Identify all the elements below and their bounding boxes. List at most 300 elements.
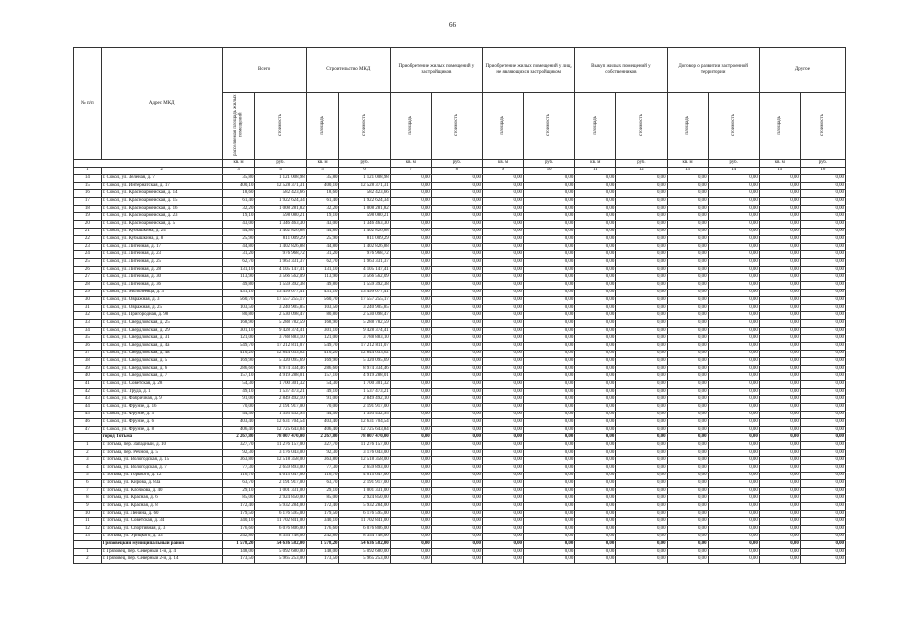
zero-value: 0,00 (524, 213, 575, 221)
zero-value: 0,00 (483, 220, 524, 228)
table-row (74, 373, 846, 381)
row-address: г. Сокол, ул. Литейная, д. 23 (101, 251, 222, 259)
row-address: г. Сокол, ул. Красноармейская, д. 15 (101, 198, 222, 206)
zero-value: 0,00 (524, 236, 575, 244)
zero-value: 0,00 (616, 403, 667, 411)
zero-value: 0,00 (759, 373, 800, 381)
zero-value: 0,00 (524, 175, 575, 183)
construction-cost: 2 191 917,00 (339, 403, 390, 411)
zero-value: 0,00 (759, 320, 800, 328)
zero-value: 0,00 (708, 388, 759, 396)
zero-value: 0,00 (759, 297, 800, 305)
row-number: 47 (74, 426, 102, 434)
header-group-construction: Строительство МКД (306, 48, 390, 93)
table-row (74, 190, 846, 198)
zero-value: 0,00 (390, 312, 431, 320)
total-cost: 5 288 782,59 (255, 320, 306, 328)
zero-value: 0,00 (667, 358, 708, 366)
total-area: 35,80 (222, 175, 255, 183)
zero-value: 0,00 (431, 449, 482, 457)
header-sub-area: площадь (390, 93, 431, 160)
header-group-total: Всего (222, 48, 306, 93)
table-row (74, 274, 846, 282)
zero-value: 0,00 (390, 442, 431, 450)
zero-value: 0,00 (800, 403, 845, 411)
row-address: г. Сокол, ул. Свердловская, д. 4в (101, 350, 222, 358)
zero-value: 0,00 (759, 259, 800, 267)
total-cost: 12 725 643,84 (255, 426, 306, 434)
construction-cost: 1 001 331,00 (339, 487, 390, 495)
row-number: 45 (74, 411, 102, 419)
zero-value: 0,00 (575, 205, 616, 213)
table-row (74, 205, 846, 213)
zero-value: 0,00 (616, 480, 667, 488)
total-cost: 1 700 301,32 (255, 381, 306, 389)
zero-value: 0,00 (483, 419, 524, 427)
row-address: Грязовецкий муниципальный район (101, 541, 222, 549)
zero-value: 0,00 (667, 510, 708, 518)
row-address: г. Сокол, ул. Свердловская, д. 5 (101, 358, 222, 366)
zero-value: 0,00 (431, 457, 482, 465)
zero-value: 0,00 (483, 213, 524, 221)
zero-value: 0,00 (575, 495, 616, 503)
zero-value: 0,00 (431, 442, 482, 450)
zero-value: 0,00 (708, 198, 759, 206)
total-area: 157,10 (222, 373, 255, 381)
construction-area: 19,10 (306, 213, 339, 221)
zero-value: 0,00 (575, 281, 616, 289)
zero-value: 0,00 (431, 396, 482, 404)
construction-area: 116,70 (306, 472, 339, 480)
total-area: 49,10 (222, 388, 255, 396)
construction-area: 172,40 (306, 503, 339, 511)
zero-value: 0,00 (524, 548, 575, 556)
zero-value: 0,00 (524, 320, 575, 328)
table-row (74, 182, 846, 190)
construction-area: 32,20 (306, 205, 339, 213)
zero-value: 0,00 (667, 251, 708, 259)
zero-value: 0,00 (708, 251, 759, 259)
zero-value: 0,00 (759, 525, 800, 533)
row-number: 21 (74, 228, 102, 236)
zero-value: 0,00 (575, 510, 616, 518)
construction-cost: 5 965 253,00 (339, 556, 390, 564)
total-cost: 3 566 562,09 (255, 274, 306, 282)
zero-value: 0,00 (667, 556, 708, 564)
zero-value: 0,00 (431, 175, 482, 183)
zero-value: 0,00 (431, 289, 482, 297)
construction-cost: 8 974 334,46 (339, 365, 390, 373)
subtotal-row (74, 541, 846, 549)
table-row (74, 548, 846, 556)
zero-value: 0,00 (483, 525, 524, 533)
zero-value: 0,00 (800, 525, 845, 533)
zero-value: 0,00 (616, 327, 667, 335)
total-area: 113,90 (222, 274, 255, 282)
total-cost: 3 788 883,10 (255, 335, 306, 343)
table-row (74, 259, 846, 267)
unit-cell: руб. (339, 160, 390, 168)
zero-value: 0,00 (431, 426, 482, 434)
zero-value: 0,00 (575, 251, 616, 259)
zero-value: 0,00 (575, 403, 616, 411)
zero-value: 0,00 (390, 304, 431, 312)
zero-value: 0,00 (431, 381, 482, 389)
row-number: 32 (74, 312, 102, 320)
zero-value: 0,00 (390, 228, 431, 236)
zero-value: 0,00 (759, 358, 800, 366)
zero-value: 0,00 (667, 175, 708, 183)
zero-value: 0,00 (800, 320, 845, 328)
unit-cell: руб. (708, 160, 759, 168)
zero-value: 0,00 (759, 533, 800, 541)
zero-value: 0,00 (708, 442, 759, 450)
zero-value: 0,00 (524, 266, 575, 274)
construction-area: 92,30 (306, 449, 339, 457)
construction-area: 44,80 (306, 243, 339, 251)
row-number: 10 (74, 510, 102, 518)
row-address: г. Сокол, ул. Красноармейская, д. 16 (101, 205, 222, 213)
construction-area: 403,40 (306, 419, 339, 427)
zero-value: 0,00 (524, 449, 575, 457)
construction-area: 103,50 (306, 304, 339, 312)
zero-value: 0,00 (616, 205, 667, 213)
zero-value: 0,00 (759, 289, 800, 297)
zero-value: 0,00 (800, 457, 845, 465)
zero-value: 0,00 (708, 175, 759, 183)
header-group-developer: Приобретение жилых помещений у застройщиков (390, 48, 482, 93)
zero-value: 0,00 (616, 213, 667, 221)
zero-value: 0,00 (431, 403, 482, 411)
zero-value: 0,00 (390, 487, 431, 495)
zero-value: 0,00 (390, 388, 431, 396)
total-area: 63,70 (222, 480, 255, 488)
total-cost: 11 276 157,00 (255, 442, 306, 450)
zero-value: 0,00 (431, 236, 482, 244)
zero-value: 0,00 (759, 472, 800, 480)
row-address: г. Сокол, ул. Фабричная, д. 9 (101, 396, 222, 404)
zero-value: 0,00 (759, 274, 800, 282)
total-cost: 54 636 582,00 (255, 541, 306, 549)
row-number: 40 (74, 373, 102, 381)
total-cost: 1 402 826,88 (255, 228, 306, 236)
zero-value: 0,00 (390, 243, 431, 251)
zero-value: 0,00 (390, 464, 431, 472)
zero-value: 0,00 (483, 281, 524, 289)
zero-value: 0,00 (616, 175, 667, 183)
zero-value: 0,00 (616, 533, 667, 541)
construction-area: 54,30 (306, 381, 339, 389)
zero-value: 0,00 (524, 312, 575, 320)
zero-value: 0,00 (390, 198, 431, 206)
zero-value: 0,00 (431, 320, 482, 328)
total-area: 44,80 (222, 243, 255, 251)
table-row (74, 220, 846, 228)
zero-value: 0,00 (483, 228, 524, 236)
row-number: 18 (74, 205, 102, 213)
zero-value: 0,00 (616, 304, 667, 312)
zero-value: 0,00 (431, 182, 482, 190)
zero-value: 0,00 (667, 228, 708, 236)
total-cost: 4 105 147,41 (255, 266, 306, 274)
table-row (74, 396, 846, 404)
zero-value: 0,00 (800, 228, 845, 236)
zero-value: 0,00 (524, 495, 575, 503)
zero-value: 0,00 (390, 236, 431, 244)
zero-value: 0,00 (575, 228, 616, 236)
construction-cost: 5 288 782,59 (339, 320, 390, 328)
zero-value: 0,00 (616, 266, 667, 274)
row-number: 20 (74, 220, 102, 228)
total-area: 54,30 (222, 381, 255, 389)
zero-value: 0,00 (524, 198, 575, 206)
total-cost: 5 965 253,00 (255, 556, 306, 564)
table-row (74, 297, 846, 305)
zero-value: 0,00 (390, 533, 431, 541)
zero-value: 0,00 (575, 411, 616, 419)
zero-value: 0,00 (575, 381, 616, 389)
zero-value: 0,00 (616, 182, 667, 190)
zero-value: 0,00 (759, 335, 800, 343)
construction-area: 549,70 (306, 342, 339, 350)
total-area: 242,80 (222, 533, 255, 541)
zero-value: 0,00 (390, 289, 431, 297)
zero-value: 0,00 (431, 342, 482, 350)
row-address: г. Сокол, ул. Овражная, д. 3 (101, 297, 222, 305)
zero-value: 0,00 (708, 190, 759, 198)
header-group-territory: Договор о развитии застроенной территории (667, 48, 759, 93)
zero-value: 0,00 (431, 327, 482, 335)
zero-value: 0,00 (616, 297, 667, 305)
total-cost: 5 092 680,00 (255, 548, 306, 556)
zero-value: 0,00 (667, 388, 708, 396)
construction-area: 18,60 (306, 190, 339, 198)
zero-value: 0,00 (708, 228, 759, 236)
construction-cost: 12 528 371,31 (339, 182, 390, 190)
zero-value: 0,00 (483, 365, 524, 373)
zero-value: 0,00 (667, 198, 708, 206)
zero-value: 0,00 (616, 426, 667, 434)
total-area: 169,90 (222, 358, 255, 366)
zero-value: 0,00 (431, 312, 482, 320)
construction-cost: 4 105 147,41 (339, 266, 390, 274)
total-area: 172,40 (222, 503, 255, 511)
total-area: 70,00 (222, 403, 255, 411)
zero-value: 0,00 (759, 518, 800, 526)
zero-value: 0,00 (575, 464, 616, 472)
zero-value: 0,00 (431, 297, 482, 305)
zero-value: 0,00 (575, 449, 616, 457)
zero-value: 0,00 (483, 373, 524, 381)
column-number: 16 (800, 167, 845, 175)
zero-value: 0,00 (575, 243, 616, 251)
zero-value: 0,00 (390, 213, 431, 221)
zero-value: 0,00 (616, 259, 667, 267)
zero-value: 0,00 (483, 289, 524, 297)
zero-value: 0,00 (575, 480, 616, 488)
zero-value: 0,00 (759, 388, 800, 396)
zero-value: 0,00 (667, 213, 708, 221)
row-number: 17 (74, 198, 102, 206)
zero-value: 0,00 (800, 464, 845, 472)
construction-cost: 582 423,66 (339, 190, 390, 198)
zero-value: 0,00 (759, 205, 800, 213)
zero-value: 0,00 (483, 442, 524, 450)
total-cost: 2 849 492,10 (255, 396, 306, 404)
zero-value: 0,00 (667, 182, 708, 190)
zero-value: 0,00 (616, 495, 667, 503)
zero-value: 0,00 (616, 198, 667, 206)
row-address: г. Сокол, ул. Пригородная, д. 98 (101, 312, 222, 320)
zero-value: 0,00 (759, 213, 800, 221)
zero-value: 0,00 (616, 335, 667, 343)
zero-value: 0,00 (524, 243, 575, 251)
table-row (74, 243, 846, 251)
unit-cell: кв. м (390, 160, 431, 168)
zero-value: 0,00 (708, 533, 759, 541)
zero-value: 0,00 (759, 350, 800, 358)
zero-value: 0,00 (616, 236, 667, 244)
total-area: 121,00 (222, 335, 255, 343)
unit-cell: кв. м (575, 160, 616, 168)
zero-value: 0,00 (575, 541, 616, 549)
zero-value: 0,00 (575, 396, 616, 404)
zero-value: 0,00 (800, 556, 845, 564)
row-number: 1 (74, 548, 102, 556)
zero-value: 0,00 (616, 434, 667, 442)
total-cost: 1 346 463,30 (255, 220, 306, 228)
zero-value: 0,00 (575, 175, 616, 183)
row-address: г. Тотьма, ул. Урицкого, д. 33 (101, 533, 222, 541)
zero-value: 0,00 (575, 434, 616, 442)
table-row (74, 556, 846, 564)
zero-value: 0,00 (390, 510, 431, 518)
zero-value: 0,00 (800, 442, 845, 450)
zero-value: 0,00 (616, 510, 667, 518)
table-row (74, 281, 846, 289)
zero-value: 0,00 (759, 510, 800, 518)
zero-value: 0,00 (667, 464, 708, 472)
zero-value: 0,00 (390, 251, 431, 259)
zero-value: 0,00 (708, 403, 759, 411)
zero-value: 0,00 (759, 396, 800, 404)
zero-value: 0,00 (483, 251, 524, 259)
total-area: 179,50 (222, 510, 255, 518)
total-area: 406,40 (222, 426, 255, 434)
zero-value: 0,00 (483, 487, 524, 495)
zero-value: 0,00 (390, 335, 431, 343)
zero-value: 0,00 (667, 365, 708, 373)
row-address: г. Сокол, ул. Литейная, д. 25 (101, 259, 222, 267)
table-row (74, 358, 846, 366)
table-row (74, 533, 846, 541)
total-area: 49,80 (222, 281, 255, 289)
row-address: г. Сокол, ул. Фрунзе, д. 16 (101, 403, 222, 411)
header-sub-cost: стоимость (339, 93, 390, 160)
zero-value: 0,00 (483, 320, 524, 328)
zero-value: 0,00 (431, 205, 482, 213)
zero-value: 0,00 (390, 190, 431, 198)
column-number: 8 (431, 167, 482, 175)
row-number (74, 541, 102, 549)
zero-value: 0,00 (708, 495, 759, 503)
row-number: 23 (74, 243, 102, 251)
row-address: г. Сокол, ул. Советская, д. 28 (101, 381, 222, 389)
zero-value: 0,00 (524, 373, 575, 381)
construction-area: 410,20 (306, 350, 339, 358)
row-address: г. Тотьма, ул. Ленина, д. 60 (101, 510, 222, 518)
row-number: 5 (74, 472, 102, 480)
zero-value: 0,00 (708, 487, 759, 495)
construction-area: 113,90 (306, 274, 339, 282)
zero-value: 0,00 (431, 503, 482, 511)
zero-value: 0,00 (800, 213, 845, 221)
header-sub-total-area: расселяемая площадь жилых помещений (222, 93, 255, 160)
zero-value: 0,00 (431, 251, 482, 259)
zero-value: 0,00 (431, 190, 482, 198)
zero-value: 0,00 (800, 396, 845, 404)
zero-value: 0,00 (800, 533, 845, 541)
total-area: 148,00 (222, 548, 255, 556)
zero-value: 0,00 (483, 541, 524, 549)
total-area: 1 578,20 (222, 541, 255, 549)
table-row (74, 472, 846, 480)
total-cost: 2 191 917,00 (255, 480, 306, 488)
total-cost: 1 963 331,37 (255, 259, 306, 267)
table-row (74, 442, 846, 450)
row-number: 42 (74, 388, 102, 396)
zero-value: 0,00 (575, 350, 616, 358)
zero-value: 0,00 (616, 320, 667, 328)
total-area: 131,10 (222, 266, 255, 274)
header-sub-cost: стоимость (708, 93, 759, 160)
zero-value: 0,00 (524, 381, 575, 389)
row-number: 14 (74, 175, 102, 183)
zero-value: 0,00 (431, 365, 482, 373)
zero-value: 0,00 (708, 381, 759, 389)
zero-value: 0,00 (390, 548, 431, 556)
zero-value: 0,00 (708, 419, 759, 427)
table-row (74, 175, 846, 183)
zero-value: 0,00 (390, 373, 431, 381)
zero-value: 0,00 (483, 312, 524, 320)
total-area: 85,00 (222, 495, 255, 503)
row-address: г. Сокол, ул. Зеленая, д. 7 (101, 175, 222, 183)
zero-value: 0,00 (800, 297, 845, 305)
row-number: 41 (74, 381, 102, 389)
total-cost: 598 080,21 (255, 213, 306, 221)
zero-value: 0,00 (800, 198, 845, 206)
zero-value: 0,00 (390, 426, 431, 434)
zero-value: 0,00 (800, 205, 845, 213)
table-row (74, 464, 846, 472)
zero-value: 0,00 (667, 442, 708, 450)
total-cost: 1 121 008,98 (255, 175, 306, 183)
zero-value: 0,00 (759, 236, 800, 244)
zero-value: 0,00 (431, 228, 482, 236)
zero-value: 0,00 (483, 266, 524, 274)
row-number: 39 (74, 365, 102, 373)
total-area: 61,40 (222, 198, 255, 206)
zero-value: 0,00 (616, 289, 667, 297)
row-address: г. Тотьма, ул. Вологодская, д. 7 (101, 464, 222, 472)
zero-value: 0,00 (524, 556, 575, 564)
zero-value: 0,00 (708, 266, 759, 274)
zero-value: 0,00 (708, 434, 759, 442)
zero-value: 0,00 (483, 259, 524, 267)
zero-value: 0,00 (575, 533, 616, 541)
zero-value: 0,00 (800, 419, 845, 427)
